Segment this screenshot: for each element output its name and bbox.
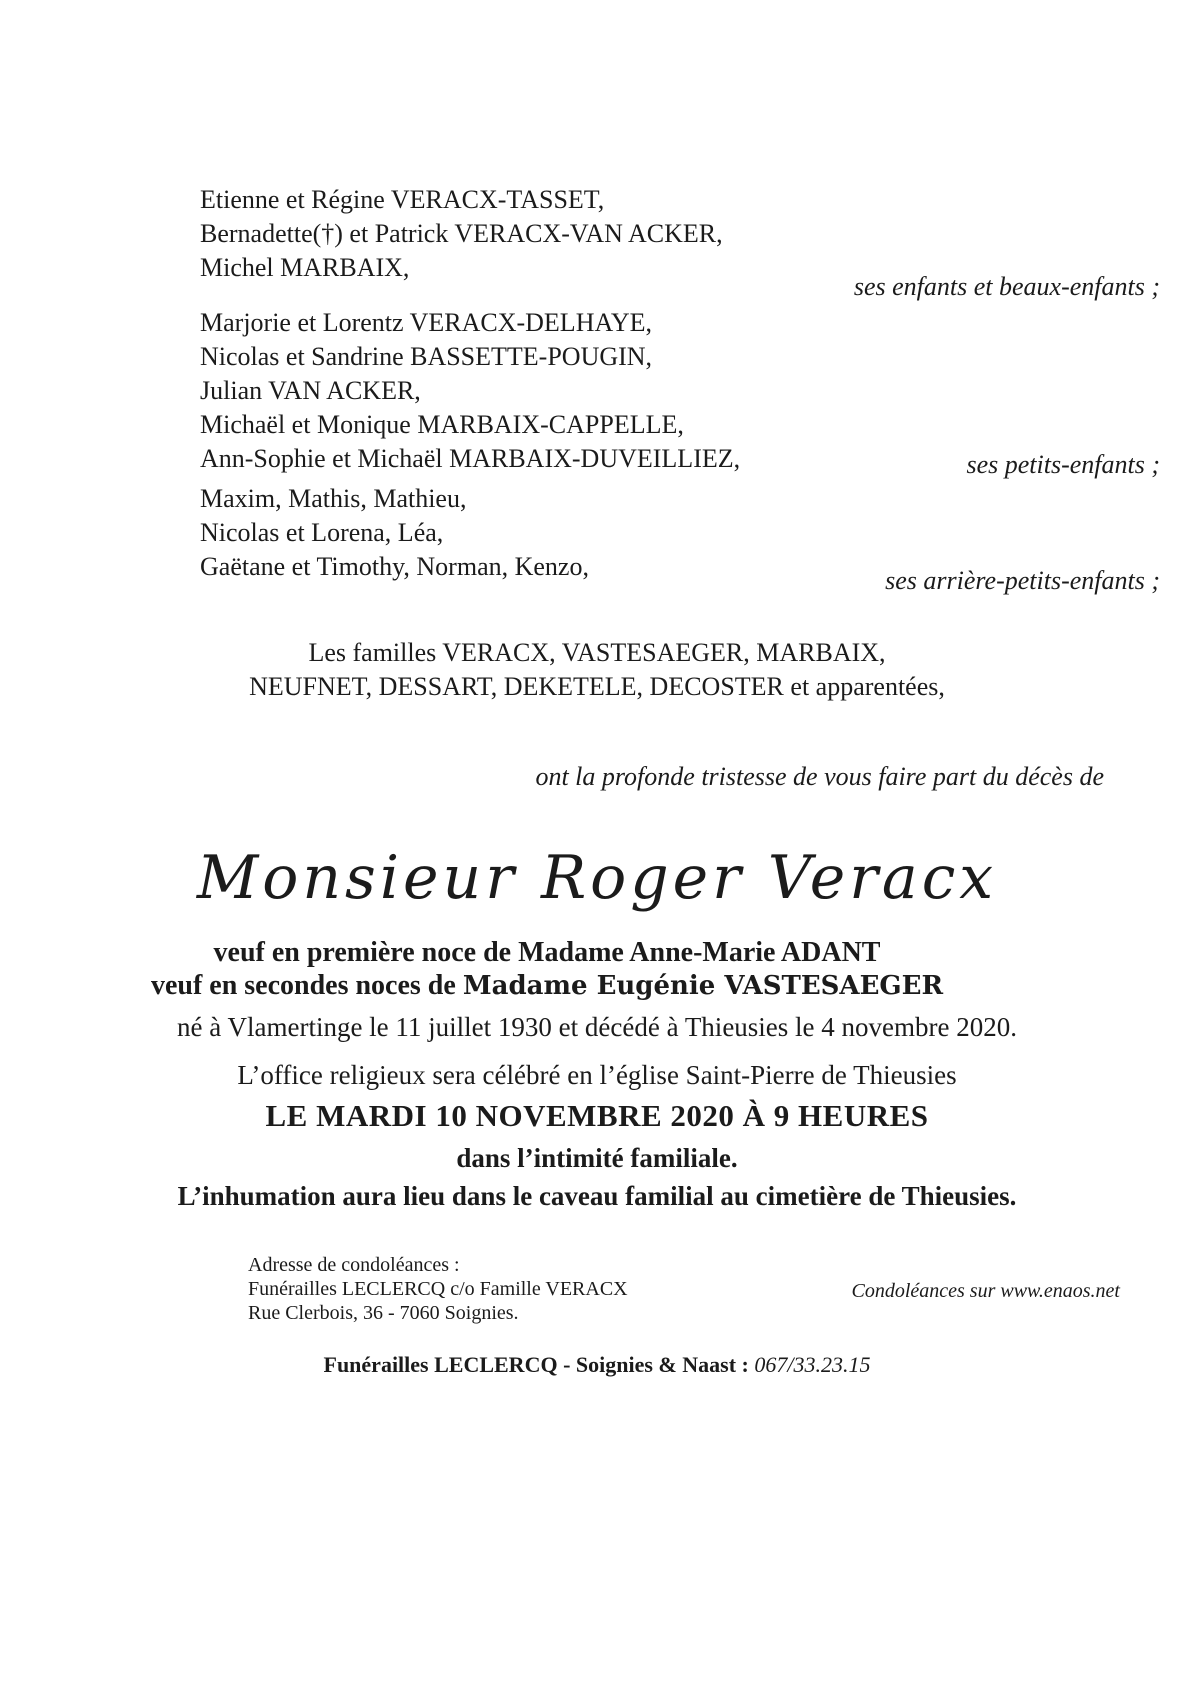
name-line: Bernadette(†) et Patrick VERACX-VAN ACKER, (200, 219, 723, 248)
funeral-home-footer (0, 1352, 1194, 1378)
widower-line-2 (0, 969, 1094, 1003)
deceased-name: Monsieur Roger Veracx (196, 843, 998, 913)
service-date-line: LE MARDI 10 NOVEMBRE 2020 À 9 HEURES (265, 1098, 929, 1133)
burial-line: L’inhumation aura lieu dans le caveau familial au cimetière de Thieusies. (177, 1181, 1017, 1211)
name-line: Maxim, Mathis, Mathieu, (200, 484, 467, 513)
name-line: Nicolas et Sandrine BASSETTE-POUGIN, (200, 342, 653, 371)
name-line: Michaël et Monique MARBAIX-CAPPELLE, (200, 410, 684, 439)
widower-line-1: veuf en première noce de Madame Anne-Marie ADANT (213, 937, 881, 968)
service-line: L’office religieux sera célébré en l’église Saint-Pierre de Thieusies (237, 1060, 957, 1090)
relation-label-enfants: ses enfants et beaux-enfants ; (853, 272, 1160, 301)
widower-line-2-prefix: veuf en secondes noces de (150, 970, 463, 1001)
online-condolences-line: Condoléances sur www.enaos.net (851, 1280, 1120, 1302)
name-line: Julian VAN ACKER, (200, 376, 421, 405)
name-line: Nicolas et Lorena, Léa, (200, 518, 444, 547)
service-privacy-line: dans l’intimité familiale. (456, 1143, 738, 1173)
condolence-address-line: Funérailles LECLERCQ c/o Famille VERACX (248, 1278, 628, 1300)
relation-label-arriere-petits-enfants: ses arrière-petits-enfants ; (885, 566, 1160, 595)
name-line: Etienne et Régine VERACX-TASSET, (200, 185, 605, 214)
announcement-line: ont la profonde tristesse de vous faire part du décès de (535, 762, 1104, 791)
condolence-address-line: Adresse de condoléances : (248, 1254, 460, 1276)
funeral-home-phone: 067/33.23.15 (754, 1352, 871, 1377)
name-line: Gaëtane et Timothy, Norman, Kenzo, (200, 552, 589, 581)
name-line: Marjorie et Lorentz VERACX-DELHAYE, (200, 308, 653, 337)
families-line: NEUFNET, DESSART, DEKETELE, DECOSTER et apparentées, (249, 672, 945, 701)
funeral-home-name: Funérailles LECLERCQ - Soignies & Naast : (323, 1352, 755, 1377)
widower-line-2-name: Madame Eugénie VASTESAEGER (462, 971, 944, 1001)
relation-label-petits-enfants: ses petits-enfants ; (966, 450, 1160, 479)
condolence-address-line: Rue Clerbois, 36 - 7060 Soignies. (248, 1302, 519, 1324)
birth-death-line: né à Vlamertinge le 11 juillet 1930 et décédé à Thieusies le 4 novembre 2020. (177, 1012, 1017, 1042)
families-line: Les familles VERACX, VASTESAEGER, MARBAIX, (308, 638, 886, 667)
name-line: Ann-Sophie et Michaël MARBAIX-DUVEILLIEZ, (200, 444, 741, 473)
families-block (0, 636, 1194, 704)
name-line: Michel MARBAIX, (200, 253, 410, 282)
